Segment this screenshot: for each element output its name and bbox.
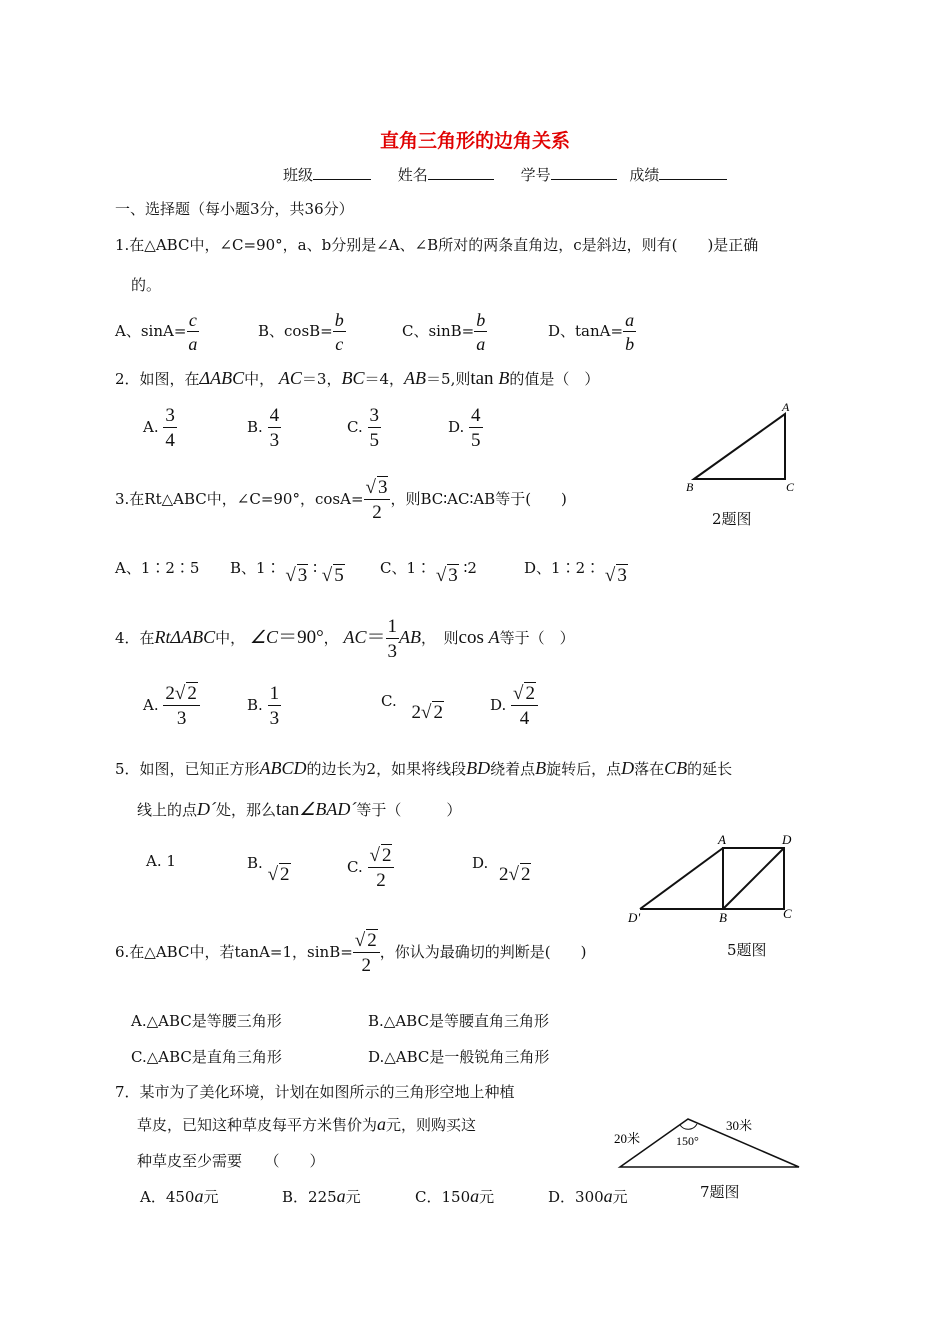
q5-stem-line1 <box>115 758 732 779</box>
q3-text-post: ，则BC∶AC∶AB等于( ) <box>390 490 567 508</box>
q4-text-post1: ， 则 <box>421 629 459 647</box>
q2-b-den: 3 <box>269 430 280 451</box>
q2-a-label: A. <box>143 418 159 436</box>
q1-option-c <box>402 311 487 353</box>
class-label: 班级 <box>283 166 314 184</box>
q7-c-pre: C．150 <box>415 1188 471 1206</box>
q7-fig-left-side: 20米 <box>614 1131 641 1146</box>
q7-a-unit: 元 <box>203 1188 219 1206</box>
q4-c-r: 2 <box>433 702 443 723</box>
q4-cos: cos <box>458 627 484 648</box>
q4-c-label: C. <box>381 692 397 710</box>
q7-b-pre: B．225 <box>282 1188 337 1206</box>
q6-option-c: C.△ABC是直角三角形 <box>131 1048 282 1066</box>
q2-bc: BC <box>341 368 365 388</box>
q2-option-b <box>247 406 281 450</box>
q1-b-label: B、cosB= <box>258 322 333 340</box>
q3-den: 2 <box>372 502 382 523</box>
q5-text-9: 等于（ ） <box>356 801 462 819</box>
q4-d-r: 2 <box>525 683 535 704</box>
q5-text-6: 的延长 <box>687 760 733 778</box>
q1-c-label: C、sinB= <box>402 322 475 340</box>
q4-d-label: D. <box>490 696 507 714</box>
q7-b-var: a <box>336 1186 346 1206</box>
score-label: 成绩 <box>629 166 660 184</box>
q2-fig-caption: 2题图 <box>712 510 752 528</box>
q7-b-unit: 元 <box>345 1188 361 1206</box>
q1-a-den: a <box>188 334 198 354</box>
name-blank[interactable] <box>428 163 494 180</box>
q2-figure <box>680 398 800 498</box>
q7-option-c <box>415 1186 494 1207</box>
q5-option-b: B. √ 2 <box>247 854 290 885</box>
q2-d-num: 4 <box>471 405 481 426</box>
q2-tan: tan <box>470 368 494 389</box>
q5-d-coef: 2 <box>499 864 509 885</box>
q3-b-sep: ∶ <box>313 559 317 577</box>
q7-text-post: 元，则购买这 <box>386 1116 477 1134</box>
q7-figure <box>610 1108 810 1174</box>
q1-a-label: A、sinA= <box>115 322 187 340</box>
q5-ad-prime-line <box>640 848 723 909</box>
q4-a-label: A. <box>143 696 159 714</box>
q2-fig-label-a: A <box>782 400 790 414</box>
q5-text-4: 旋转后，点 <box>546 760 622 778</box>
score-blank[interactable] <box>659 163 727 180</box>
q4-text-post2: 等于（ ） <box>499 629 575 647</box>
q4-a-coef: 2 <box>165 683 175 704</box>
q5-stem-line2 <box>137 799 461 821</box>
q1-a-num: c <box>188 310 197 330</box>
q7-text-pre: 草皮，已知这种草皮每平方米售价为 <box>137 1116 378 1134</box>
q1-b-num: b <box>334 310 344 330</box>
q1-d-num: a <box>625 310 635 330</box>
q1-c-num: b <box>476 310 486 330</box>
q5-text-7: 线上的点 <box>137 801 198 819</box>
q7-stem-line1: 7．某市为了美化环境，计划在如图所示的三角形空地上种植 <box>115 1083 515 1101</box>
q2-fig-label-c: C <box>786 480 795 494</box>
q6-stem: 6.在△ABC中，若tanA=1，sinB= $\frac{√ 2}{2}$ ，你认为最确切的判断是( ) <box>115 930 587 976</box>
name-label: 姓名 <box>397 166 428 184</box>
section-heading: 一、选择题（每小题3分，共36分） <box>115 200 354 218</box>
q2-ab: AB <box>404 368 427 388</box>
q4-a-r: 2 <box>187 683 197 704</box>
q1-option-a <box>115 311 199 353</box>
id-label: 学号 <box>520 166 551 184</box>
q5-d-r: 2 <box>520 864 531 885</box>
q2-option-c <box>347 406 381 450</box>
q3-b-r1: 3 <box>297 565 308 586</box>
q7-stem-line3: 种草皮至少需要 （ ） <box>137 1152 325 1170</box>
q5-dprime: D´ <box>197 799 217 819</box>
q2-option-d <box>448 406 483 450</box>
q2-d-den: 5 <box>471 430 481 451</box>
q3-b-pre: B、1∶ <box>230 559 281 577</box>
q3-option-c: C、1∶ √ 3 ∶2 <box>380 559 477 586</box>
q1-d-label: D、tanA= <box>548 322 624 340</box>
q3-option-a: A、1∶2∶5 <box>115 559 200 577</box>
q4-b-label: B. <box>247 696 263 714</box>
q1-option-b <box>258 311 346 353</box>
q5-d: D <box>621 758 635 778</box>
q4-text-pre: 4．在 <box>115 629 155 647</box>
q7-option-d <box>548 1186 628 1207</box>
q5-text-3: 绕着点 <box>490 760 536 778</box>
q5-diagonal-bd <box>723 848 784 909</box>
q4-ac: AC <box>343 627 367 647</box>
q7-c-var: a <box>470 1186 480 1206</box>
q6-den: 2 <box>361 955 372 976</box>
q4-a: A <box>488 627 500 647</box>
q4-d-den: 4 <box>519 708 530 729</box>
q5-c-label: C. <box>347 858 363 876</box>
q5-fig-caption: 5题图 <box>727 941 767 959</box>
q2-a-den: 4 <box>165 430 175 451</box>
q4-option-b <box>247 684 281 728</box>
q7-a-var: a <box>194 1186 204 1206</box>
q3-c-r: 3 <box>448 565 458 586</box>
q5-bd: BD <box>466 758 491 778</box>
q5-c-den: 2 <box>376 870 386 891</box>
q2-c-den: 5 <box>369 430 379 451</box>
q5-b: B <box>535 758 547 778</box>
q5-c-r: 2 <box>381 845 392 866</box>
q3-d-pre: D、1∶2∶ <box>524 559 601 577</box>
q2-ac: AC <box>278 368 302 388</box>
id-blank[interactable] <box>551 163 617 180</box>
q4-b-den: 3 <box>269 708 280 729</box>
q4-sep: ， <box>323 629 339 647</box>
q2-b: B <box>498 368 510 388</box>
q2-c-label: C. <box>347 418 363 436</box>
q5-text-5: 落在 <box>634 760 665 778</box>
q7-d-var: a <box>603 1186 613 1206</box>
q4-stem <box>115 617 575 661</box>
q7-d-pre: D．300 <box>548 1188 604 1206</box>
q5-cb: CB <box>664 758 688 778</box>
q6-option-d: D.△ABC是一般锐角三角形 <box>368 1048 550 1066</box>
q2-text-3: ＝3， <box>301 370 342 388</box>
q1-option-d <box>548 311 636 353</box>
q4-text-mid: 中， <box>215 629 246 647</box>
q7-fig-right-side: 30米 <box>726 1118 753 1133</box>
q7-option-b <box>282 1186 361 1207</box>
q2-text-5: ＝5,则 <box>426 370 471 388</box>
q4-angle: ∠C <box>249 627 279 647</box>
q1-stem-line1: 1.在△ABC中，∠C=90°，a、b分别是∠A、∠B所对的两条直角边，c是斜边，则有( )是正确 <box>115 236 759 254</box>
q4-eq: ＝90° <box>278 627 324 648</box>
q6-text-post: ，你认为最确切的判断是( ) <box>379 943 587 961</box>
q4-den: 3 <box>387 641 397 662</box>
q4-b-num: 1 <box>269 683 280 704</box>
q2-b-num: 4 <box>269 405 280 426</box>
q4-eq2: ＝ <box>366 627 386 648</box>
q5-text-2: 的边长为2，如果将线段 <box>306 760 467 778</box>
q1-c-den: a <box>476 334 486 354</box>
q1-d-den: b <box>625 334 635 354</box>
q2-c-num: 3 <box>369 405 379 426</box>
q2-text-1: 2．如图，在 <box>115 370 200 388</box>
q5-text-1: 5．如图，已知正方形 <box>115 760 260 778</box>
q7-fig-angle: 150° <box>676 1134 699 1148</box>
header-fields <box>283 163 727 185</box>
q5-option-d: D. 2√ 2 <box>472 854 531 885</box>
q3-text-pre: 3.在Rt△ABC中，∠C=90°，cosA= <box>115 490 364 508</box>
q3-c-pre: C、1∶ <box>380 559 432 577</box>
q7-fig-caption: 7题图 <box>700 1183 740 1201</box>
q5-fig-label-b: B <box>719 910 727 925</box>
q7-c-unit: 元 <box>479 1188 495 1206</box>
q4-option-c: C. 2√ 2 <box>381 692 443 723</box>
q4-c-coef: 2 <box>411 702 421 723</box>
q6-text-pre: 6.在△ABC中，若tanA=1，sinB= <box>115 943 353 961</box>
q5-bad: ∠BAD´ <box>299 799 357 819</box>
q3-d-r: 3 <box>617 565 627 586</box>
q3-num: 3 <box>377 477 388 498</box>
q7-a-pre: A．450 <box>140 1188 195 1206</box>
q7-angle-arc <box>680 1124 697 1129</box>
q4-option-d: D. $\frac{√ 2}{4}$ <box>490 684 538 728</box>
page-title: 直角三角形的边角关系 <box>379 130 570 152</box>
q2-text-4: ＝4， <box>364 370 405 388</box>
q2-fig-label-b: B <box>686 480 694 494</box>
q5-fig-label-c: C <box>783 906 792 921</box>
q2-b-label: B. <box>247 418 263 436</box>
q3-b-r2: 5 <box>334 565 344 586</box>
q7-option-a <box>140 1186 218 1207</box>
q5-tan: tan <box>276 799 300 820</box>
q5-d-label: D. <box>472 854 489 872</box>
q3-stem: 3.在Rt△ABC中，∠C=90°，cosA= $\frac{√ 3}{2}$ ，则BC∶AC∶AB等于( ) <box>115 477 567 523</box>
class-blank[interactable] <box>313 163 371 180</box>
q5-b-label: B. <box>247 854 263 872</box>
q3-option-b: B、1∶ √ 3 ∶ √ 5 <box>230 559 344 586</box>
q6-num: 2 <box>367 930 377 951</box>
q2-text-2: 中， <box>244 370 275 388</box>
q1-stem-line2: 的。 <box>131 276 162 294</box>
q4-num: 1 <box>387 616 397 637</box>
q3-option-d: D、1∶2∶ √ 3 <box>524 559 627 586</box>
q4-rt: RtΔABC <box>154 627 216 647</box>
q2-triangle-shape <box>694 414 785 479</box>
q2-a-num: 3 <box>165 405 175 426</box>
q5-figure <box>622 828 802 926</box>
q3-c-post: ∶2 <box>463 559 477 577</box>
q5-option-c: C. $\frac{√ 2}{2}$ <box>347 846 394 890</box>
q2-option-a <box>143 406 177 450</box>
q6-option-a: A.△ABC是等腰三角形 <box>131 1012 282 1030</box>
q5-option-a: A. 1 <box>146 852 176 870</box>
q5-fig-label-d: D <box>782 832 792 847</box>
q4-a-den: 3 <box>176 708 187 729</box>
q7-stem-line2 <box>137 1114 476 1135</box>
q2-stem <box>115 368 599 390</box>
q5-fig-label-a: A <box>718 832 726 847</box>
q5-b-r: 2 <box>280 864 290 885</box>
q7-d-unit: 元 <box>612 1188 628 1206</box>
q6-option-b: B.△ABC是等腰直角三角形 <box>368 1012 549 1030</box>
q5-fig-label-dprime: D' <box>628 910 641 925</box>
q5-abcd: ABCD <box>259 758 307 778</box>
q1-b-den: c <box>335 334 344 354</box>
q7-triangle-shape <box>620 1119 799 1167</box>
q7-a: a <box>377 1114 387 1134</box>
q2-text-6: 的值是（ ） <box>509 370 600 388</box>
q4-option-a: A. $\frac{2√ 2}{3}$ <box>143 684 200 728</box>
q4-ab: AB <box>399 627 421 647</box>
q5-text-8: 处，那么 <box>216 801 277 819</box>
q2-d-label: D. <box>448 418 465 436</box>
q2-triangle: ΔABC <box>199 368 245 388</box>
